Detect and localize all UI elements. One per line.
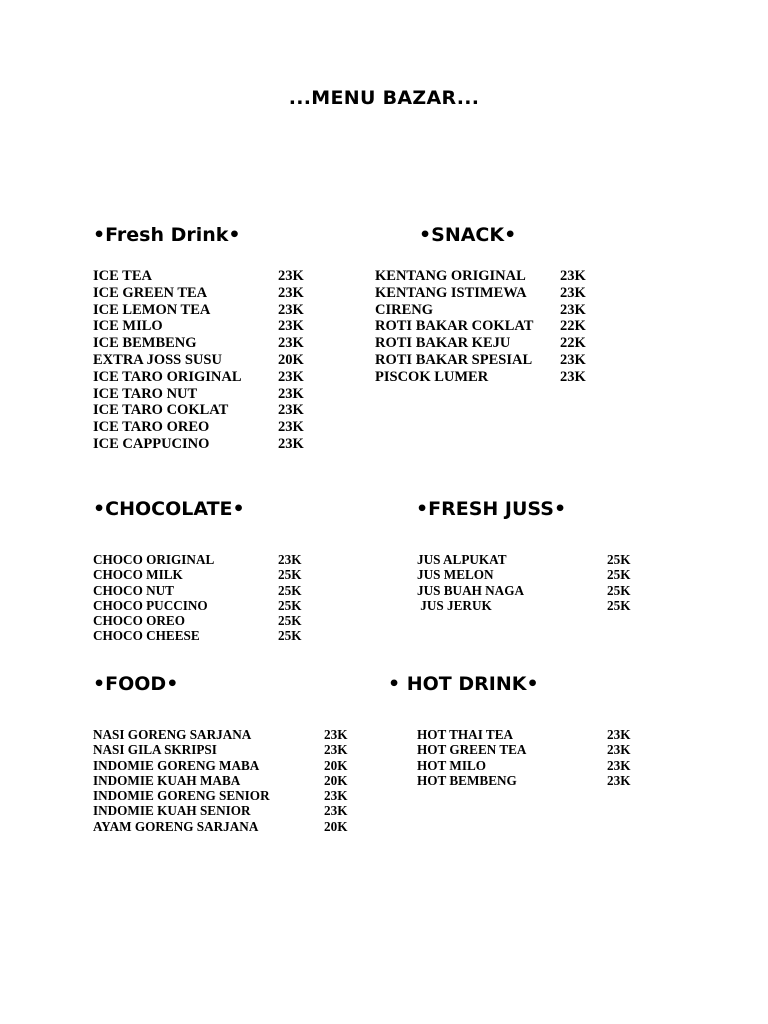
menu-item: [93, 628, 333, 643]
menu-item: [93, 268, 333, 285]
menu-item-name: HOT BEMBENG: [417, 772, 517, 788]
menu-item-price: 23K: [278, 268, 304, 284]
menu-item-name: ICE TARO NUT: [93, 385, 198, 402]
menu-item-name: INDOMIE KUAH SENIOR: [93, 803, 251, 819]
menu-item-name: ROTI BAKAR COKLAT: [375, 318, 534, 335]
fresh-drink-list: [93, 268, 333, 453]
menu-item: [417, 758, 657, 773]
menu-item-price: 23K: [560, 284, 586, 301]
menu-item-name: JUS JERUK: [417, 597, 492, 613]
menu-item-name: INDOMIE GORENG SENIOR: [93, 788, 270, 804]
menu-item: [375, 318, 615, 335]
fresh-juss-heading: •FRESH JUSS•: [416, 498, 567, 520]
chocolate-heading: •CHOCOLATE•: [93, 498, 245, 520]
menu-item-price: 23K: [278, 335, 304, 352]
menu-item-name: ICE BEMBENG: [93, 335, 197, 352]
menu-item-name: HOT GREEN TEA: [417, 742, 527, 758]
menu-item-price: 23K: [560, 368, 586, 385]
menu-item-price: 23K: [560, 268, 586, 284]
menu-item-price: 23K: [607, 742, 631, 758]
menu-item: [93, 352, 333, 369]
menu-item-price: 23K: [560, 301, 586, 318]
menu-item-name: ICE MILO: [93, 318, 163, 335]
menu-item-price: 23K: [278, 301, 304, 318]
menu-item: [93, 803, 373, 818]
food-list: [93, 727, 373, 834]
menu-item: [417, 598, 657, 613]
menu-item: [375, 369, 615, 386]
food-heading: •FOOD•: [93, 673, 179, 695]
menu-item: [417, 583, 657, 598]
menu-item-price: 22K: [560, 335, 586, 352]
menu-item-name: NASI GILA SKRIPSI: [93, 742, 217, 758]
menu-item: [93, 436, 333, 453]
menu-item: [93, 552, 333, 567]
menu-item: [93, 402, 333, 419]
menu-item-price: 22K: [560, 318, 586, 335]
menu-item-price: 25K: [278, 597, 302, 613]
menu-item: [93, 788, 373, 803]
menu-item-price: 25K: [278, 613, 302, 629]
menu-item-name: CIRENG: [375, 301, 434, 318]
menu-item-name: JUS MELON: [417, 567, 494, 583]
menu-item-name: CHOCO ORIGINAL: [93, 552, 215, 567]
menu-item-price: 23K: [324, 727, 348, 742]
menu-item-name: AYAM GORENG SARJANA: [93, 818, 259, 834]
fresh-juss-list: [417, 552, 657, 613]
menu-item: [93, 386, 333, 403]
menu-item-name: ICE GREEN TEA: [93, 284, 208, 301]
menu-item-price: 23K: [278, 419, 304, 436]
menu-item-price: 23K: [278, 284, 304, 301]
menu-item-name: ICE TARO COKLAT: [93, 402, 229, 419]
chocolate-list: [93, 552, 333, 644]
hot-drink-heading: • HOT DRINK•: [388, 673, 539, 695]
menu-item-name: ROTI BAKAR KEJU: [375, 335, 511, 352]
menu-item-name: CHOCO PUCCINO: [93, 597, 208, 613]
menu-item: [375, 352, 615, 369]
menu-item-price: 23K: [607, 727, 631, 742]
menu-item-price: 23K: [278, 318, 304, 335]
menu-item-name: ROTI BAKAR SPESIAL: [375, 351, 533, 368]
menu-item-name: CHOCO CHEESE: [93, 628, 200, 644]
menu-item: [375, 302, 615, 319]
menu-item-price: 23K: [324, 742, 348, 758]
menu-item-name: JUS BUAH NAGA: [417, 582, 524, 598]
menu-item-price: 23K: [560, 351, 586, 368]
menu-item-price: 25K: [278, 567, 302, 583]
menu-item-name: ICE TEA: [93, 268, 152, 284]
menu-item-name: INDOMIE GORENG MABA: [93, 757, 260, 773]
menu-item: [375, 268, 615, 285]
snack-list: [375, 268, 615, 386]
menu-item-price: 25K: [607, 597, 631, 613]
menu-item-name: JUS ALPUKAT: [417, 552, 507, 567]
menu-item-price: 23K: [278, 435, 304, 452]
menu-item-price: 25K: [607, 567, 631, 583]
menu-item-price: 25K: [607, 552, 631, 567]
menu-item-price: 23K: [278, 385, 304, 402]
menu-item-name: NASI GORENG SARJANA: [93, 727, 252, 742]
menu-item: [93, 598, 333, 613]
menu-item-name: CHOCO OREO: [93, 613, 185, 629]
menu-item: [93, 819, 373, 834]
menu-item-price: 23K: [324, 803, 348, 819]
menu-item-price: 25K: [607, 582, 631, 598]
menu-item-price: 25K: [278, 628, 302, 644]
menu-item-name: INDOMIE KUAH MABA: [93, 772, 241, 788]
menu-item-name: ICE LEMON TEA: [93, 301, 211, 318]
menu-item-price: 25K: [278, 582, 302, 598]
menu-item-price: 23K: [278, 552, 302, 567]
menu-item-price: 23K: [607, 772, 631, 788]
menu-item-name: ICE TARO OREO: [93, 419, 210, 436]
menu-item: [93, 285, 333, 302]
menu-item-price: 23K: [607, 757, 631, 773]
menu-item: [93, 419, 333, 436]
menu-item: [417, 727, 657, 742]
menu-item-price: 20K: [278, 351, 304, 368]
menu-item-name: KENTANG ISTIMEWA: [375, 284, 527, 301]
menu-item-name: ICE TARO ORIGINAL: [93, 368, 242, 385]
menu-item-price: 20K: [324, 772, 348, 788]
menu-item-name: EXTRA JOSS SUSU: [93, 351, 222, 368]
menu-item: [93, 335, 333, 352]
menu-item: [93, 742, 373, 757]
menu-item: [93, 758, 373, 773]
menu-item-price: 23K: [278, 402, 304, 419]
fresh-drink-heading: •Fresh Drink•: [93, 224, 241, 246]
menu-item-price: 23K: [278, 368, 304, 385]
menu-item: [417, 552, 657, 567]
menu-item: [417, 742, 657, 757]
menu-item: [93, 567, 333, 582]
menu-item: [93, 302, 333, 319]
menu-item-price: 20K: [324, 818, 348, 834]
menu-item: [375, 285, 615, 302]
snack-heading: •SNACK•: [419, 224, 517, 246]
menu-item-name: ICE CAPPUCINO: [93, 435, 210, 452]
menu-item: [93, 318, 333, 335]
menu-item: [93, 583, 333, 598]
menu-item-name: PISCOK LUMER: [375, 368, 489, 385]
menu-item-name: HOT MILO: [417, 757, 487, 773]
menu-item: [375, 335, 615, 352]
menu-item: [93, 773, 373, 788]
menu-item: [93, 369, 333, 386]
menu-item: [93, 613, 333, 628]
menu-item-price: 20K: [324, 757, 348, 773]
menu-item-name: CHOCO NUT: [93, 582, 174, 598]
menu-item-name: KENTANG ORIGINAL: [375, 268, 526, 284]
menu-item-name: CHOCO MILK: [93, 567, 183, 583]
menu-item: [417, 567, 657, 582]
menu-item: [417, 773, 657, 788]
hot-drink-list: [417, 727, 657, 788]
menu-item-price: 23K: [324, 788, 348, 804]
page-title: ...MENU BAZAR...: [288, 87, 480, 109]
menu-item-name: HOT THAI TEA: [417, 727, 514, 742]
menu-item: [93, 727, 373, 742]
